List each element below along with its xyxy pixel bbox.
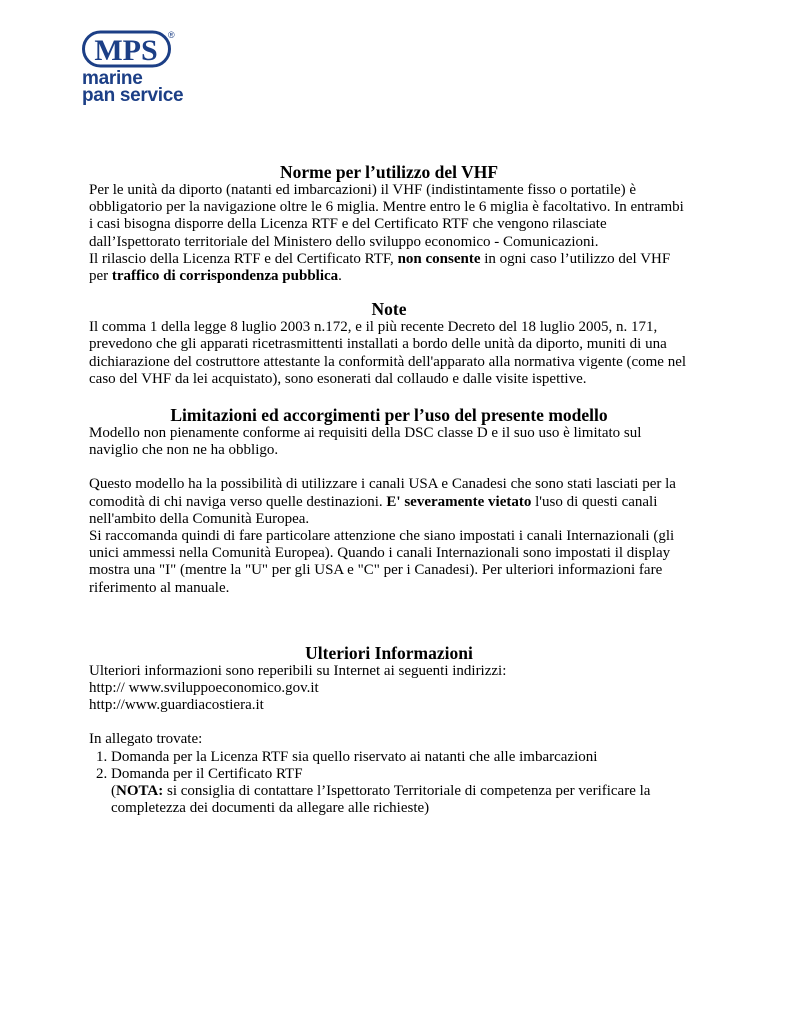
limitazioni-p2-text-a: Questo modello ha la possibilità di utilizzare i canali USA e Canadesi che sono stati lasciati per la comodità di chi naviga verso quelle destinazioni. bbox=[89, 476, 676, 510]
list-item: 2. Domanda per il Certificato RTF bbox=[111, 766, 689, 783]
link-guardia-costiera[interactable]: http://www.guardiacostiera.it bbox=[89, 697, 264, 714]
section-title-limitazioni: Limitazioni ed accorgimenti per l’uso del presente modello bbox=[170, 405, 608, 426]
logo-line-marine: marine bbox=[82, 68, 143, 89]
note-paragraph-1: Il comma 1 della legge 8 luglio 2003 n.172, e il più recente Decreto del 18 luglio 2005, n. 171, prevedono che gli apparati ricetrasmittenti installati a bordo delle unità da diporto, muniti di una dichiarazione del costruttore attestante la conformità dell'apparato alla normativa vigente (come nel caso del VHF da lei acquistato), sono esonerati dal collaudo e dalle visite ispettive. bbox=[89, 319, 687, 387]
link-sviluppo-economico[interactable]: http:// www.sviluppoeconomico.gov.it bbox=[89, 680, 319, 697]
norme-paragraph-2 bbox=[89, 251, 689, 285]
registered-mark: ® bbox=[168, 30, 175, 40]
limitazioni-paragraph-3: Si raccomanda quindi di fare particolare attenzione che siano impostati i canali Internazionali (gli unici ammessi nella Comunità Europea). Quando i canali Internazionali sono impostati il display mostra una "I" (mentre la "U" per gli USA e "C" per i Canadesi). Per ulteriori informazioni fare riferimento al manuale. bbox=[89, 528, 675, 596]
nota-label: NOTA: bbox=[116, 783, 164, 800]
norme-p2-text-e: . bbox=[338, 268, 342, 285]
logo-line-pan-service: pan service bbox=[82, 85, 184, 106]
mps-logo bbox=[82, 30, 192, 110]
limitazioni-paragraph-1: Modello non pienamente conforme ai requisiti della DSC classe D e il suo uso è limitato sul naviglio che non ne ha obbligo. bbox=[89, 425, 642, 459]
limitazioni-paragraph-2 bbox=[89, 476, 689, 528]
norme-p2-text-a: Il rilascio della Licenza RTF e del Certificato RTF, bbox=[89, 250, 398, 267]
allegato-list bbox=[89, 749, 689, 783]
section-title-ulteriori: Ulteriori Informazioni bbox=[305, 642, 473, 663]
nota-text: si consiglia di contattare l’Ispettorato Territoriale di competenza per verificare la completezza dei documenti da allegare alle richieste) bbox=[111, 783, 651, 817]
norme-p2-bold-non-consente: non consente bbox=[397, 250, 481, 267]
section-title-norme: Norme per l’utilizzo del VHF bbox=[279, 162, 499, 182]
list-item: 1. Domanda per la Licenza RTF sia quello riservato ai natanti che alle imbarcazioni bbox=[111, 749, 689, 766]
document-body bbox=[89, 162, 689, 817]
logo-mark-text: MPS bbox=[94, 34, 158, 67]
nota-paragraph bbox=[89, 783, 689, 817]
section-title-note: Note bbox=[371, 299, 407, 320]
allegato-intro: In allegato trovate: bbox=[89, 731, 203, 748]
norme-p2-bold-traffico: traffico di corrispondenza pubblica bbox=[111, 268, 339, 285]
nota-open-paren: ( bbox=[111, 783, 116, 800]
norme-p2-text-c: in ogni caso l’utilizzo del VHF per bbox=[89, 250, 671, 285]
ulteriori-intro: Ulteriori informazioni sono reperibili su Internet ai seguenti indirizzi: bbox=[89, 662, 507, 679]
norme-paragraph-1: Per le unità da diporto (natanti ed imbarcazioni) il VHF (indistintamente fisso o portatile) è obbligatorio per la navigazione oltre le 6 miglia. Mentre entro le 6 miglia è facoltativo. In entrambi i casi bisogna disporre della Licenza RTF e del Certificato RTF che vengono rilasciate dall’Ispettorato territoriale del Ministero dello sviluppo economico - Comunicazioni. bbox=[89, 182, 684, 250]
limitazioni-p2-text-c: l'uso di questi canali nell'ambito della Comunità Europea. bbox=[89, 493, 658, 527]
limitazioni-p2-bold-vietato: E' severamente vietato bbox=[386, 493, 532, 510]
mps-logo-mark bbox=[82, 30, 174, 70]
